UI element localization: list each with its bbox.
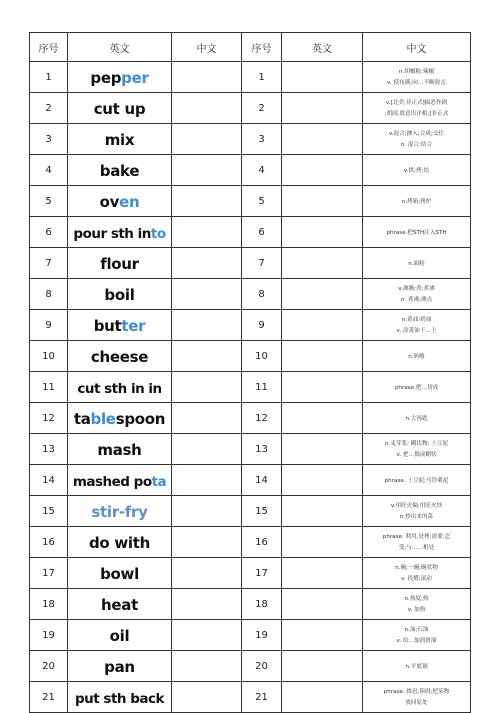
row-number: 9 — [30, 310, 68, 341]
english-word — [94, 100, 146, 118]
definition-line: n.热度;热 — [404, 596, 429, 602]
english-answer-cell[interactable] — [282, 248, 363, 279]
word-part: boil — [104, 285, 135, 304]
definition-line: v. 使布满;向…不断射击 — [387, 80, 446, 86]
english-answer-cell[interactable] — [282, 310, 363, 341]
english-word — [100, 255, 139, 273]
english-word-cell — [68, 341, 172, 372]
row-number: 1 — [30, 62, 68, 93]
chinese-definition-cell — [363, 248, 471, 279]
english-word — [97, 441, 141, 459]
english-word-cell — [68, 372, 172, 403]
row-number: 16 — [30, 527, 68, 558]
english-word-cell — [68, 155, 172, 186]
word-part: cut up — [93, 99, 146, 118]
chinese-answer-cell[interactable] — [172, 434, 242, 465]
definition-line: v. 投掷;滚动 — [401, 576, 432, 582]
word-part: cheese — [90, 347, 149, 366]
table-row — [30, 186, 471, 217]
table-row — [30, 217, 471, 248]
table-row — [30, 155, 471, 186]
row-number-2: 20 — [242, 651, 282, 682]
english-word-cell — [68, 62, 172, 93]
english-word-cell — [68, 682, 172, 713]
word-part: ov — [99, 192, 120, 211]
definition-line: n.胡椒粉;辣椒 — [398, 69, 435, 75]
row-number-2: 2 — [242, 93, 282, 124]
definition-line: n.炒出来的菜 — [399, 514, 434, 520]
definition-line: v. 加热 — [407, 607, 426, 613]
row-number-2: 21 — [242, 682, 282, 713]
english-answer-cell[interactable] — [282, 372, 363, 403]
chinese-definition-cell — [363, 496, 471, 527]
english-word-cell — [68, 589, 172, 620]
chinese-answer-cell[interactable] — [172, 341, 242, 372]
row-number: 14 — [30, 465, 68, 496]
row-number-2: 6 — [242, 217, 282, 248]
definition-line: v. 把…捣成糊状 — [396, 452, 437, 458]
highlighted-syllable: to — [150, 225, 166, 242]
english-answer-cell[interactable] — [282, 589, 363, 620]
row-number: 20 — [30, 651, 68, 682]
row-number-2: 12 — [242, 403, 282, 434]
english-answer-cell[interactable] — [282, 558, 363, 589]
english-word — [75, 691, 164, 707]
chinese-answer-cell[interactable] — [172, 589, 242, 620]
highlighted-syllable: per — [121, 68, 149, 87]
english-answer-cell[interactable] — [282, 465, 363, 496]
chinese-answer-cell[interactable] — [172, 248, 242, 279]
chinese-definition-cell — [363, 93, 471, 124]
word-part: pep — [90, 68, 122, 87]
highlighted-syllable: ter — [121, 316, 146, 335]
english-word — [91, 348, 148, 366]
chinese-answer-cell[interactable] — [172, 558, 242, 589]
chinese-definition-cell — [363, 124, 471, 155]
chinese-answer-cell[interactable] — [172, 496, 242, 527]
word-part: bake — [99, 161, 140, 180]
row-number-2: 1 — [242, 62, 282, 93]
row-number-2: 10 — [242, 341, 282, 372]
chinese-definition-cell — [363, 620, 471, 651]
english-answer-cell[interactable] — [282, 62, 363, 93]
highlighted-syllable: ta — [151, 473, 167, 490]
table-row — [30, 682, 471, 713]
chinese-definition-cell — [363, 527, 471, 558]
english-answer-cell[interactable] — [282, 279, 363, 310]
definition-line: phrase. 土豆泥;马铃薯泥 — [384, 477, 449, 484]
english-answer-cell[interactable] — [282, 682, 363, 713]
english-word — [100, 162, 139, 180]
chinese-answer-cell[interactable] — [172, 93, 242, 124]
definition-line: v. 涂黄油于…上 — [396, 328, 437, 334]
english-answer-cell[interactable] — [282, 124, 363, 155]
chinese-answer-cell[interactable] — [172, 186, 242, 217]
english-word-cell — [68, 527, 172, 558]
chinese-definition-cell — [363, 62, 471, 93]
row-number: 11 — [30, 372, 68, 403]
definition-line: n.碗;一碗;碗状物 — [395, 565, 438, 571]
english-answer-cell[interactable] — [282, 434, 363, 465]
english-word-cell — [68, 465, 172, 496]
definition-line: phrase. 推迟;阻碍;把某物 — [383, 689, 450, 695]
row-number-2: 18 — [242, 589, 282, 620]
definition-line: n.奶酪 — [408, 353, 425, 360]
chinese-definition-cell — [363, 651, 471, 682]
word-part: spoon — [115, 409, 166, 428]
row-number: 5 — [30, 186, 68, 217]
word-part: pan — [104, 657, 135, 676]
chinese-definition-cell — [363, 155, 471, 186]
chinese-definition-cell — [363, 403, 471, 434]
english-word — [100, 193, 140, 211]
english-answer-cell[interactable] — [282, 186, 363, 217]
chinese-answer-cell[interactable] — [172, 527, 242, 558]
definition-line: v.沸腾;煮;煮沸 — [398, 286, 435, 292]
chinese-definition-cell — [363, 341, 471, 372]
row-number-2: 3 — [242, 124, 282, 155]
row-number: 15 — [30, 496, 68, 527]
table-row — [30, 558, 471, 589]
definition-line: n.平底锅 — [405, 663, 428, 670]
row-number-2: 7 — [242, 248, 282, 279]
header-english: 英文 — [68, 33, 172, 62]
english-answer-cell[interactable] — [282, 217, 363, 248]
english-answer-cell[interactable] — [282, 620, 363, 651]
chinese-definition-cell — [363, 589, 471, 620]
row-number-2: 16 — [242, 527, 282, 558]
english-word — [91, 503, 147, 521]
definition-line: v. 给…加润滑油 — [396, 638, 437, 644]
chinese-answer-cell[interactable] — [172, 124, 242, 155]
chinese-answer-cell[interactable] — [172, 62, 242, 93]
row-number-2: 13 — [242, 434, 282, 465]
english-word-cell — [68, 124, 172, 155]
vocabulary-sheet — [29, 32, 470, 713]
english-word — [101, 596, 138, 614]
table-row — [30, 124, 471, 155]
english-answer-cell[interactable] — [282, 155, 363, 186]
english-answer-cell[interactable] — [282, 341, 363, 372]
chinese-definition-cell — [363, 682, 471, 713]
english-answer-cell[interactable] — [282, 496, 363, 527]
chinese-answer-cell[interactable] — [172, 372, 242, 403]
english-word-cell — [68, 434, 172, 465]
definition-line: n.油;石油 — [404, 627, 429, 633]
row-number-2: 19 — [242, 620, 282, 651]
english-word-cell — [68, 217, 172, 248]
table-row — [30, 279, 471, 310]
chinese-definition-cell — [363, 465, 471, 496]
word-part: mix — [104, 130, 135, 149]
row-number: 12 — [30, 403, 68, 434]
english-word — [94, 317, 146, 335]
english-word-cell — [68, 248, 172, 279]
table-row — [30, 620, 471, 651]
definition-line: 受;与……相处 — [398, 545, 435, 551]
definition-line: phrase.把STH注入STH — [386, 229, 447, 236]
row-number: 6 — [30, 217, 68, 248]
english-answer-cell[interactable] — [282, 403, 363, 434]
chinese-answer-cell[interactable] — [172, 651, 242, 682]
chinese-definition-cell — [363, 186, 471, 217]
row-number-2: 11 — [242, 372, 282, 403]
word-part: heat — [101, 595, 138, 614]
row-number: 10 — [30, 341, 68, 372]
definition-line: n.烤箱;烤炉 — [401, 198, 432, 205]
english-word — [100, 565, 139, 583]
chinese-answer-cell[interactable] — [172, 217, 242, 248]
header-number-2: 序号 — [242, 33, 282, 62]
english-word-cell — [68, 310, 172, 341]
english-word — [73, 474, 166, 490]
english-word-cell — [68, 496, 172, 527]
chinese-answer-cell[interactable] — [172, 279, 242, 310]
row-number: 2 — [30, 93, 68, 124]
english-word — [104, 658, 135, 676]
definition-line: v.用旺火煸;用旺火炒 — [390, 503, 443, 509]
row-number: 8 — [30, 279, 68, 310]
header-number: 序号 — [30, 33, 68, 62]
word-part: stir-fry — [91, 502, 148, 521]
word-part: bowl — [100, 564, 139, 583]
header-chinese-2: 中文 — [363, 33, 471, 62]
table-row — [30, 403, 471, 434]
english-word-cell — [68, 558, 172, 589]
header-chinese: 中文 — [172, 33, 242, 62]
header-english-2: 英文 — [282, 33, 363, 62]
english-word — [110, 627, 130, 645]
english-word-cell — [68, 279, 172, 310]
row-number: 4 — [30, 155, 68, 186]
word-part: put sth back — [75, 690, 164, 707]
english-word — [77, 381, 161, 397]
english-word — [73, 226, 165, 242]
row-number-2: 4 — [242, 155, 282, 186]
word-part: flour — [100, 254, 139, 273]
english-word-cell — [68, 651, 172, 682]
chinese-answer-cell[interactable] — [172, 682, 242, 713]
table-row — [30, 434, 471, 465]
row-number-2: 17 — [242, 558, 282, 589]
word-part: do with — [88, 533, 150, 552]
word-part: ta — [73, 409, 91, 428]
word-part: pour sth in — [73, 225, 151, 242]
highlighted-syllable: en — [119, 192, 140, 211]
row-number-2: 5 — [242, 186, 282, 217]
english-word — [105, 131, 135, 149]
chinese-answer-cell[interactable] — [172, 465, 242, 496]
word-part: oil — [109, 626, 130, 645]
definition-line: v.混合;掺入;合成;交往 — [388, 131, 445, 137]
chinese-answer-cell[interactable] — [172, 403, 242, 434]
definition-line: phrase. 利用,处理;需要;忍 — [382, 534, 451, 540]
row-number-2: 15 — [242, 496, 282, 527]
chinese-definition-cell — [363, 310, 471, 341]
row-number: 19 — [30, 620, 68, 651]
row-number: 7 — [30, 248, 68, 279]
row-number-2: 14 — [242, 465, 282, 496]
table-row — [30, 496, 471, 527]
definition-line: n. 煮沸;沸点 — [400, 297, 433, 303]
english-answer-cell[interactable] — [282, 651, 363, 682]
table-row — [30, 93, 471, 124]
row-number-2: 9 — [242, 310, 282, 341]
row-number: 17 — [30, 558, 68, 589]
english-word-cell — [68, 403, 172, 434]
table-row — [30, 62, 471, 93]
row-number: 13 — [30, 434, 68, 465]
row-number: 21 — [30, 682, 68, 713]
table-row — [30, 310, 471, 341]
word-part: mashed po — [72, 473, 152, 490]
chinese-definition-cell — [363, 558, 471, 589]
definition-line: v.烘;烤;焙 — [403, 167, 430, 174]
chinese-definition-cell — [363, 217, 471, 248]
table-row — [30, 248, 471, 279]
row-number-2: 8 — [242, 279, 282, 310]
chinese-answer-cell[interactable] — [172, 310, 242, 341]
definition-line: n.黄油;奶油 — [401, 317, 432, 323]
definition-line: v.[北美,非正式]搞恶作剧 — [385, 100, 448, 106]
definition-line: n.麦芽浆; 糊状物; 土豆泥 — [385, 441, 448, 447]
row-number: 18 — [30, 589, 68, 620]
vocabulary-table — [29, 32, 471, 713]
chinese-answer-cell[interactable] — [172, 155, 242, 186]
definition-line: n.大汤匙 — [405, 415, 428, 422]
vocabulary-body — [30, 62, 471, 713]
chinese-definition-cell — [363, 434, 471, 465]
table-row — [30, 372, 471, 403]
table-row — [30, 527, 471, 558]
header-row — [30, 33, 471, 62]
english-word — [104, 286, 134, 304]
definition-line: n. 混合;结合 — [400, 142, 433, 148]
word-part: mash — [97, 440, 142, 459]
english-word — [74, 410, 165, 428]
row-number: 3 — [30, 124, 68, 155]
definition-line: phrase.把…切成 — [394, 384, 439, 391]
english-word-cell — [68, 186, 172, 217]
english-word — [89, 534, 150, 552]
definition-line: ;胡闹,故意出洋相;[非正式 — [384, 111, 449, 117]
chinese-definition-cell — [363, 279, 471, 310]
word-part: but — [93, 316, 122, 335]
table-row — [30, 341, 471, 372]
definition-line: n.面粉 — [408, 260, 425, 267]
table-row — [30, 651, 471, 682]
table-row — [30, 589, 471, 620]
chinese-answer-cell[interactable] — [172, 620, 242, 651]
english-word-cell — [68, 93, 172, 124]
word-part: cut sth in in — [77, 380, 162, 397]
english-answer-cell[interactable] — [282, 527, 363, 558]
highlighted-syllable: ble — [90, 409, 116, 428]
definition-line: 放回原处 — [405, 700, 428, 706]
english-word — [90, 69, 148, 87]
english-answer-cell[interactable] — [282, 93, 363, 124]
chinese-definition-cell — [363, 372, 471, 403]
english-word-cell — [68, 620, 172, 651]
table-row — [30, 465, 471, 496]
